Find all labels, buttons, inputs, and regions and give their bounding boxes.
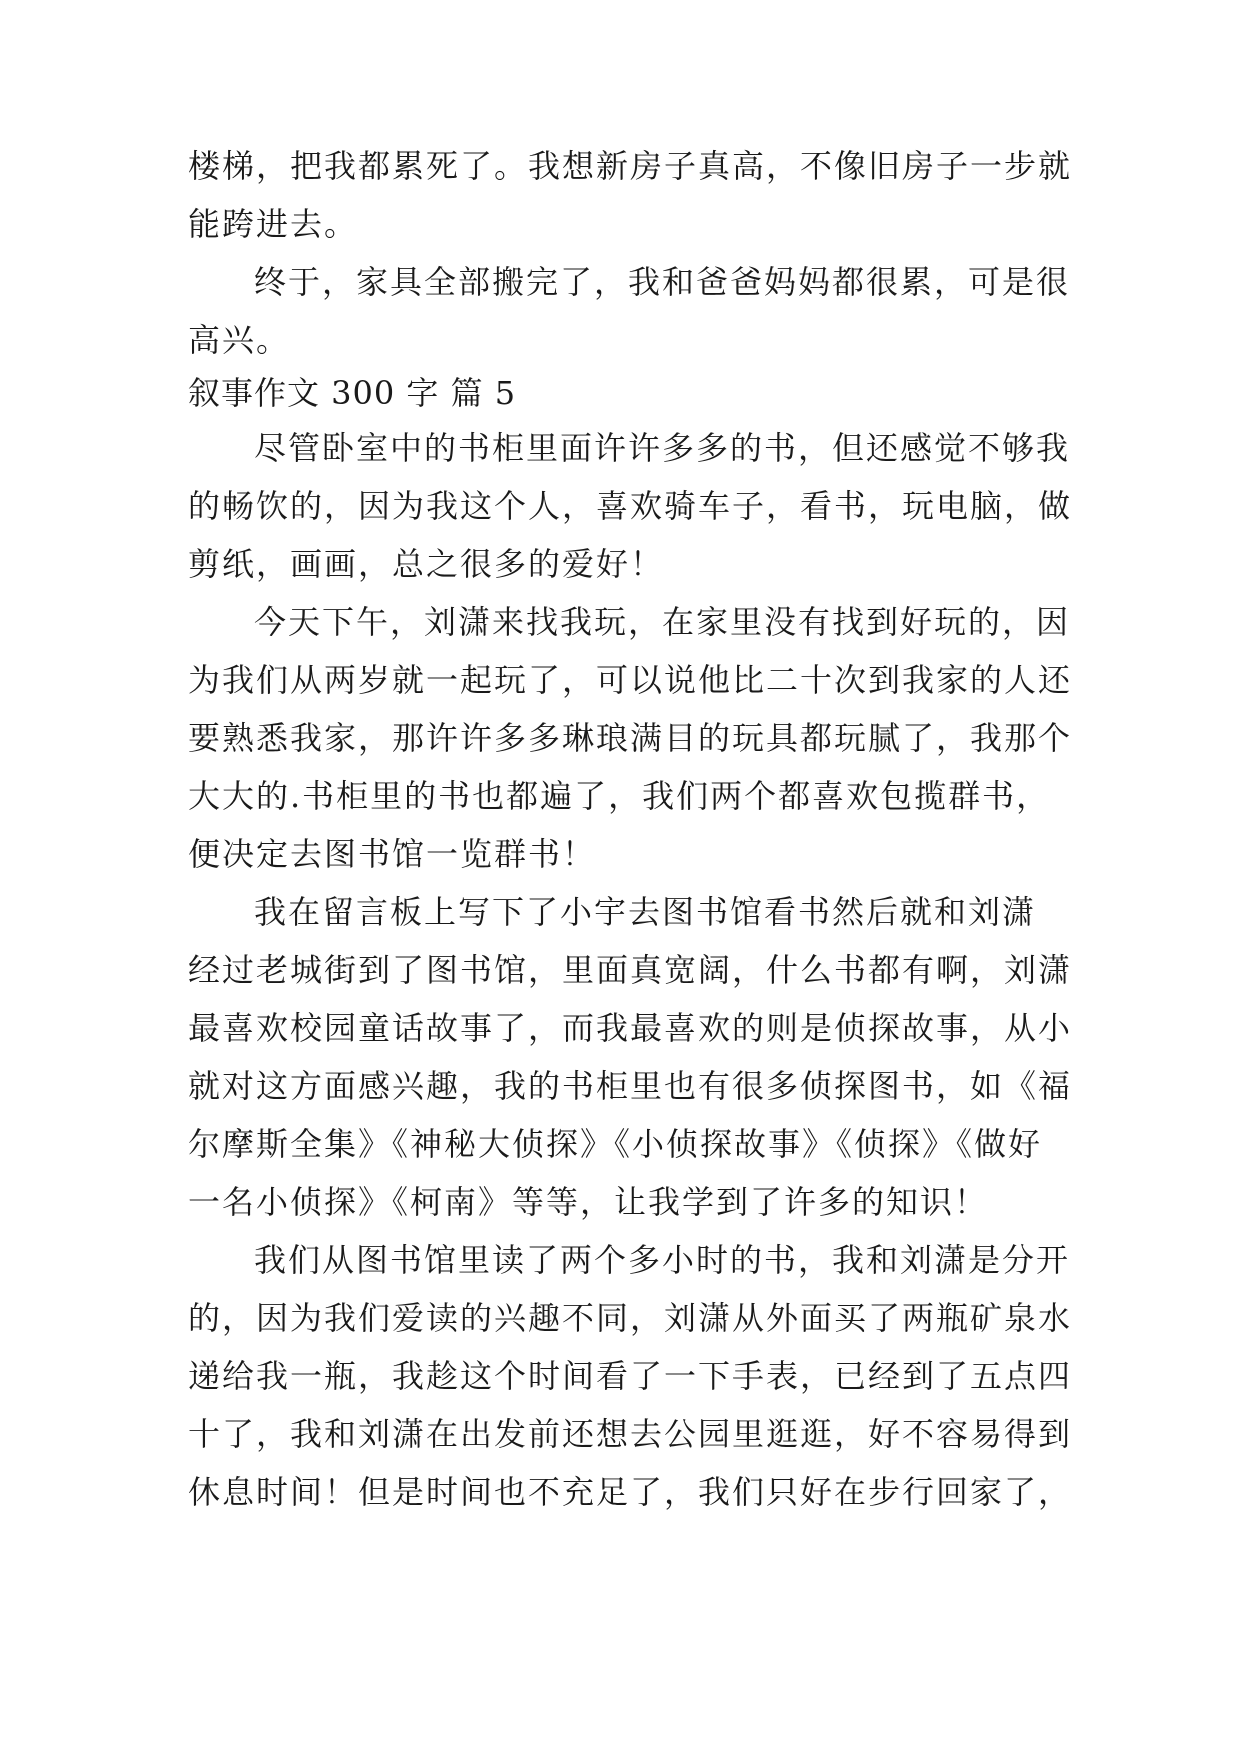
text-line: 经过老城街到了图书馆，里面真宽阔，什么书都有啊，刘潇 xyxy=(188,951,1073,989)
text-line: 能跨进去。 xyxy=(188,205,359,243)
text-line: 便决定去图书馆一览群书！ xyxy=(188,835,597,873)
text-line: 一名小侦探》《柯南》等等，让我学到了许多的知识！ xyxy=(188,1183,989,1221)
paragraph-first-line: 我在留言板上写下了小宇去图书馆看书然后就和刘潇 xyxy=(254,893,1037,931)
text-line: 大大的.书柜里的书也都遍了，我们两个都喜欢包揽群书， xyxy=(188,777,1051,815)
paragraph-first-line: 尽管卧室中的书柜里面许许多多的书，但还感觉不够我 xyxy=(254,429,1071,467)
text-line: 为我们从两岁就一起玩了，可以说他比二十次到我家的人还 xyxy=(188,661,1073,699)
text-line: 最喜欢校园童话故事了，而我最喜欢的则是侦探故事，从小 xyxy=(188,1009,1073,1047)
text-line: 尔摩斯全集》《神秘大侦探》《小侦探故事》《侦探》《做好 xyxy=(188,1125,1043,1163)
text-line: 的畅饮的，因为我这个人，喜欢骑车子，看书，玩电脑，做 xyxy=(188,487,1073,525)
text-line: 剪纸，画画，总之很多的爱好！ xyxy=(188,545,665,583)
paragraph-first-line: 我们从图书馆里读了两个多小时的书，我和刘潇是分开 xyxy=(254,1241,1071,1279)
text-line: 休息时间！但是时间也不充足了，我们只好在步行回家了， xyxy=(188,1473,1073,1511)
text-line: 高兴。 xyxy=(188,321,291,359)
text-line: 就对这方面感兴趣，我的书柜里也有很多侦探图书，如《福 xyxy=(188,1067,1073,1105)
text-line: 递给我一瓶，我趁这个时间看了一下手表，已经到了五点四 xyxy=(188,1357,1073,1395)
text-line: 楼梯，把我都累死了。我想新房子真高，不像旧房子一步就 xyxy=(188,147,1073,185)
text-line: 要熟悉我家，那许许多多琳琅满目的玩具都玩腻了，我那个 xyxy=(188,719,1073,757)
paragraph-first-line: 终于，家具全部搬完了，我和爸爸妈妈都很累，可是很 xyxy=(254,263,1071,301)
text-line: 十了，我和刘潇在出发前还想去公园里逛逛，好不容易得到 xyxy=(188,1415,1073,1453)
section-heading: 叙事作文 300 字 篇 5 xyxy=(188,374,517,412)
text-line: 的，因为我们爱读的兴趣不同，刘潇从外面买了两瓶矿泉水 xyxy=(188,1299,1073,1337)
paragraph-first-line: 今天下午，刘潇来找我玩，在家里没有找到好玩的，因 xyxy=(254,603,1071,641)
